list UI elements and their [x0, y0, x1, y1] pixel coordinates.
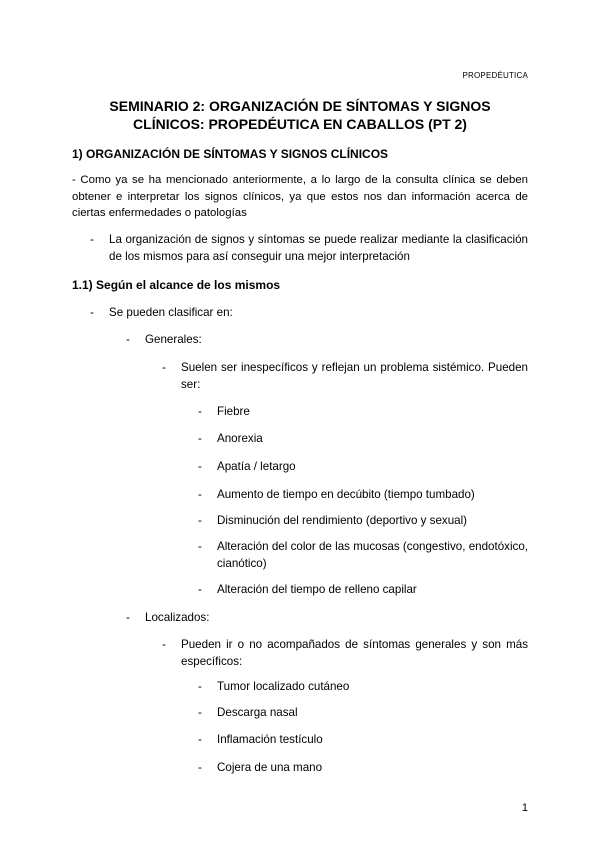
symptom-text: Disminución del rendimiento (deportivo y sexual): [217, 514, 468, 527]
list-dash: -: [198, 583, 202, 596]
list-dash: -: [90, 233, 94, 246]
symptom-text: Fiebre: [217, 405, 250, 418]
symptom-text: Aumento de tiempo en decúbito (tiempo tumbado): [217, 488, 475, 501]
list-item-text: Localizados:: [145, 611, 210, 624]
list-dash: -: [198, 432, 202, 445]
list-dash: -: [126, 333, 130, 346]
list-item-text: Se pueden clasificar en:: [109, 306, 233, 319]
list-dash: -: [162, 361, 166, 374]
document-title: [80, 97, 520, 133]
list-dash: -: [198, 706, 202, 719]
sign-text: Inflamación testículo: [217, 733, 323, 746]
title-line-1: SEMINARIO 2: ORGANIZACIÓN DE SÍNTOMAS Y SIGNOS: [109, 98, 491, 114]
list-dash: -: [198, 514, 202, 527]
list-item-text: Pueden ir o no acompañados de síntomas generales y son más específicos:: [181, 638, 528, 668]
title-line-2: CLÍNICOS: PROPEDÉUTICA EN CABALLOS (PT 2): [133, 116, 467, 132]
sign-text: Tumor localizado cutáneo: [217, 680, 350, 693]
sign-text: Cojera de una mano: [217, 761, 323, 774]
list-dash: -: [198, 405, 202, 418]
running-header: PROPEDÉUTICA: [462, 71, 528, 80]
list-item-text: Suelen ser inespecíficos y reflejan un problema sistémico. Pueden ser:: [181, 361, 528, 391]
list-dash: -: [198, 680, 202, 693]
symptom-text: Anorexia: [217, 432, 263, 445]
list-dash: -: [162, 638, 166, 651]
section-1-intro: - Como ya se ha mencionado anteriormente, a lo largo de la consulta clínica se deben obtener e interpretar los signos clínicos, ya que estos nos dan información acerca de ciertas enfermedades o patologías: [72, 174, 528, 219]
list-dash: -: [198, 540, 202, 553]
list-item-text: La organización de signos y síntomas se puede realizar mediante la clasificación de los mismos para así conseguir una mejor interpretación: [109, 233, 528, 263]
list-dash: -: [126, 611, 130, 624]
list-dash: -: [198, 761, 202, 774]
list-dash: -: [198, 460, 202, 473]
symptom-text: Alteración del color de las mucosas (congestivo, endotóxico, cianótico): [217, 540, 528, 570]
list-dash: -: [198, 733, 202, 746]
symptom-text: Apatía / letargo: [217, 460, 296, 473]
section-1-heading: 1) ORGANIZACIÓN DE SÍNTOMAS Y SIGNOS CLÍNICOS: [72, 147, 389, 161]
page-number: 1: [521, 802, 528, 814]
section-1-1-heading: 1.1) Según el alcance de los mismos: [72, 278, 281, 292]
list-dash: -: [198, 488, 202, 501]
list-item-text: Generales:: [145, 333, 202, 346]
sign-text: Descarga nasal: [217, 706, 298, 719]
symptom-text: Alteración del tiempo de relleno capilar: [217, 583, 417, 596]
list-dash: -: [90, 306, 94, 319]
